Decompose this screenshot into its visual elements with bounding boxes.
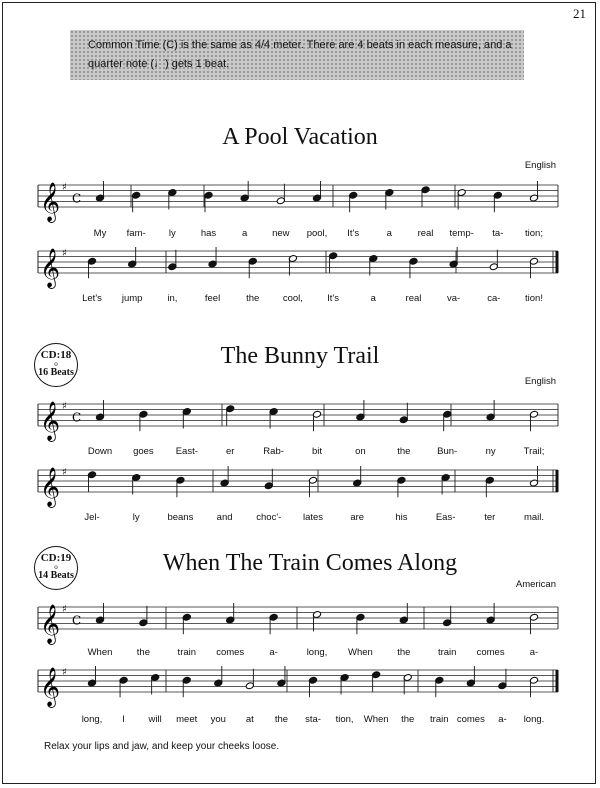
song-origin: English: [524, 160, 556, 171]
song-title-pool-vacation: A Pool Vacation: [222, 124, 378, 150]
lyric-syllable: Jel-: [84, 512, 100, 523]
cd-track: CD:18: [40, 349, 72, 361]
treble-clef-icon: 𝄞: [40, 604, 61, 644]
lyric-syllable: bit: [311, 446, 323, 457]
lyric-syllable: tion,: [335, 714, 354, 725]
lyric-syllable: the: [401, 714, 415, 725]
lyric-syllable: feel: [204, 293, 221, 304]
lyric-syllable: train: [177, 647, 197, 658]
lyric-syllable: When: [363, 714, 389, 725]
lyric-syllable: Let's: [82, 293, 102, 304]
lyric-syllable: and: [216, 512, 233, 523]
lyric-syllable: mail.: [523, 512, 545, 523]
lyric-syllable: temp-: [449, 228, 474, 239]
lyric-syllable: at: [245, 714, 254, 725]
lyric-syllable: in,: [167, 293, 178, 304]
page-number: 21: [573, 6, 586, 21]
lyric-syllable: a: [242, 228, 248, 239]
lyric-syllable: the: [274, 714, 289, 725]
lyric-syllable: ny: [485, 446, 496, 457]
lyric-syllable: you: [210, 714, 226, 725]
lyric-syllable: a-: [498, 714, 507, 725]
lyric-syllable: ly: [132, 512, 140, 523]
cd-beats: 16 Beats: [38, 367, 74, 378]
treble-clef-icon: 𝄞: [40, 182, 61, 222]
lyric-syllable: the: [397, 446, 411, 457]
lyric-syllable: comes: [476, 647, 505, 658]
lyric-syllable: are: [350, 512, 365, 523]
sharp-icon: ♯: [62, 401, 67, 412]
lyric-syllable: beans: [167, 512, 194, 523]
lyric-syllable: the: [397, 647, 411, 658]
lyric-syllable: a-: [529, 647, 539, 658]
lyric-syllable: Eas-: [435, 512, 456, 523]
lyric-syllable: train: [430, 714, 449, 725]
lyric-syllable: ly: [168, 228, 176, 239]
sharp-icon: ♯: [62, 667, 67, 678]
song-title-bunny-trail: The Bunny Trail: [220, 343, 380, 369]
lyric-syllable: a: [386, 228, 392, 239]
lyric-syllable: East-: [175, 446, 198, 457]
lyric-syllable: real: [417, 228, 434, 239]
lyric-syllable: It's: [327, 293, 339, 304]
lyric-syllable: Trail;: [523, 446, 545, 457]
lyric-syllable: goes: [133, 446, 154, 457]
lyric-syllable: tion!: [525, 293, 543, 304]
lyric-syllable: the: [246, 293, 260, 304]
lyric-syllable: sta-: [305, 714, 321, 725]
lyric-syllable: cool,: [282, 293, 303, 304]
lyric-syllable: I: [122, 714, 125, 725]
cd-track: CD:19: [40, 552, 72, 564]
lyric-syllable: the: [136, 647, 150, 658]
cd-circle-icon: o: [54, 563, 58, 571]
lyric-syllable: It's: [347, 228, 360, 239]
lyric-syllable: ta-: [492, 228, 504, 239]
lyric-syllable: jump: [121, 293, 143, 304]
lyric-syllable: his: [395, 512, 408, 523]
lyric-syllable: ca-: [487, 293, 501, 304]
sharp-icon: ♯: [62, 604, 67, 615]
treble-clef-icon: 𝄞: [40, 467, 61, 507]
lyric-syllable: va-: [447, 293, 461, 304]
cd-beats: 14 Beats: [38, 570, 74, 581]
common-time-icon: C: [72, 191, 82, 206]
footer-tip: Relax your lips and jaw, and keep your cheeks loose.: [44, 741, 280, 752]
lyric-syllable: meet: [176, 714, 198, 725]
treble-clef-icon: 𝄞: [40, 248, 61, 288]
lyric-syllable: er: [225, 446, 235, 457]
lyric-syllable: comes: [456, 714, 485, 725]
lyric-syllable: a: [370, 293, 376, 304]
lyric-syllable: fam-: [126, 228, 146, 239]
lyric-syllable: comes: [216, 647, 245, 658]
lyric-syllable: My: [93, 228, 107, 239]
lyric-syllable: long.: [523, 714, 545, 725]
lyric-syllable: Down: [87, 446, 113, 457]
lyric-syllable: long,: [81, 714, 103, 725]
cd-circle-icon: o: [54, 360, 58, 368]
common-time-icon: C: [72, 410, 82, 425]
note-line-1: Common Time (C) is the same as 4/4 meter. There are 4 beats in each measure, and a: [88, 39, 512, 51]
note-line-2: quarter note (♩) gets 1 beat.: [88, 58, 230, 70]
lyric-syllable: long,: [306, 647, 328, 658]
song-title-train: When The Train Comes Along: [162, 550, 458, 576]
lyric-syllable: a-: [269, 647, 278, 658]
common-time-icon: C: [72, 613, 82, 628]
lyric-syllable: choc'-: [256, 512, 282, 523]
sharp-icon: ♯: [62, 467, 67, 478]
lyric-syllable: Bun-: [437, 446, 458, 457]
lyric-syllable: on: [355, 446, 366, 457]
sharp-icon: ♯: [62, 248, 67, 259]
lyric-syllable: train: [437, 647, 457, 658]
song-origin: English: [524, 376, 556, 387]
song-origin: American: [515, 579, 556, 590]
treble-clef-icon: 𝄞: [40, 401, 61, 441]
lyric-syllable: will: [148, 714, 162, 725]
lyric-syllable: lates: [302, 512, 324, 523]
lyric-syllable: ter: [484, 512, 496, 523]
lyric-syllable: pool,: [306, 228, 328, 239]
treble-clef-icon: 𝄞: [40, 667, 61, 707]
lyric-syllable: When: [347, 647, 373, 658]
lyric-syllable: Rab-: [263, 446, 284, 457]
lyric-syllable: When: [87, 647, 113, 658]
lyric-syllable: new: [272, 228, 290, 239]
lyric-syllable: real: [405, 293, 422, 304]
sharp-icon: ♯: [62, 182, 67, 193]
lyric-syllable: has: [200, 228, 217, 239]
lyric-syllable: tion;: [525, 228, 543, 239]
